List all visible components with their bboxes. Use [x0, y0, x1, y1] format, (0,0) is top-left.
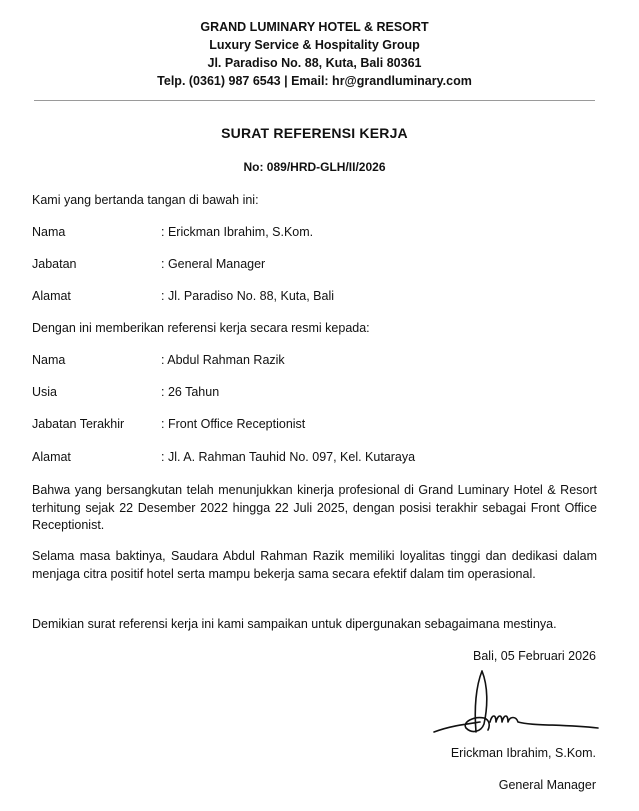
row-value: : General Manager	[161, 257, 266, 271]
signer-row-name	[32, 224, 597, 241]
place-date: Bali, 05 Februari 2026	[473, 649, 596, 663]
employee-row-age	[32, 384, 597, 401]
intro-text: Kami yang bertanda tangan di bawah ini:	[32, 193, 259, 207]
letterhead	[0, 18, 629, 90]
employee-row-address	[32, 449, 597, 466]
company-address: Jl. Paradiso No. 88, Kuta, Bali 80361	[207, 56, 422, 70]
row-label: Alamat	[32, 289, 71, 303]
row-label: Alamat	[32, 450, 71, 464]
signer-title: General Manager	[498, 778, 596, 792]
letterhead-divider	[34, 100, 595, 101]
letter-number: No: 089/HRD-GLH/II/2026	[243, 160, 386, 174]
company-contact: Telp. (0361) 987 6543 | Email: hr@grandluminary.com	[157, 74, 472, 88]
row-label: Jabatan Terakhir	[32, 417, 125, 431]
paragraph-closing: Demikian surat referensi kerja ini kami sampaikan untuk dipergunakan sebagaimana mestinya.	[32, 617, 557, 631]
signer-name: Erickman Ibrahim, S.Kom.	[450, 746, 596, 760]
reference-intro: Dengan ini memberikan referensi kerja secara resmi kepada:	[32, 321, 370, 335]
company-group: Luxury Service & Hospitality Group	[209, 38, 420, 52]
row-value: : Jl. Paradiso No. 88, Kuta, Bali	[161, 289, 335, 303]
handwritten-signature	[432, 668, 600, 742]
row-label: Nama	[32, 353, 66, 367]
signer-row-position	[32, 256, 597, 273]
employee-row-last-position	[32, 416, 597, 433]
paragraph-loyalty: Selama masa baktinya, Saudara Abdul Rahman Razik memiliki loyalitas tinggi dan dedikasi dalam menjaga citra positif hotel serta mampu bekerja sama secara efektif dalam tim operasional.	[32, 549, 597, 581]
signer-row-address	[32, 288, 597, 305]
row-value: : 26 Tahun	[161, 385, 220, 399]
paragraph-performance: Bahwa yang bersangkutan telah menunjukkan kinerja profesional di Grand Luminary Hotel & Resort terhitung sejak 22 Desember 2022 hingga 22 Juli 2025, dengan posisi terakhir sebagai Front Office Receptionist.	[32, 483, 597, 532]
row-value: : Abdul Rahman Razik	[161, 353, 285, 367]
letter-title: SURAT REFERENSI KERJA	[221, 125, 408, 141]
employee-row-name	[32, 352, 597, 369]
row-value: : Front Office Receptionist	[161, 417, 306, 431]
company-name: GRAND LUMINARY HOTEL & RESORT	[200, 20, 429, 34]
row-value: : Jl. A. Rahman Tauhid No. 097, Kel. Kutaraya	[161, 450, 416, 464]
row-value: : Erickman Ibrahim, S.Kom.	[161, 225, 314, 239]
row-label: Nama	[32, 225, 66, 239]
row-label: Usia	[32, 385, 58, 399]
row-label: Jabatan	[32, 257, 77, 271]
